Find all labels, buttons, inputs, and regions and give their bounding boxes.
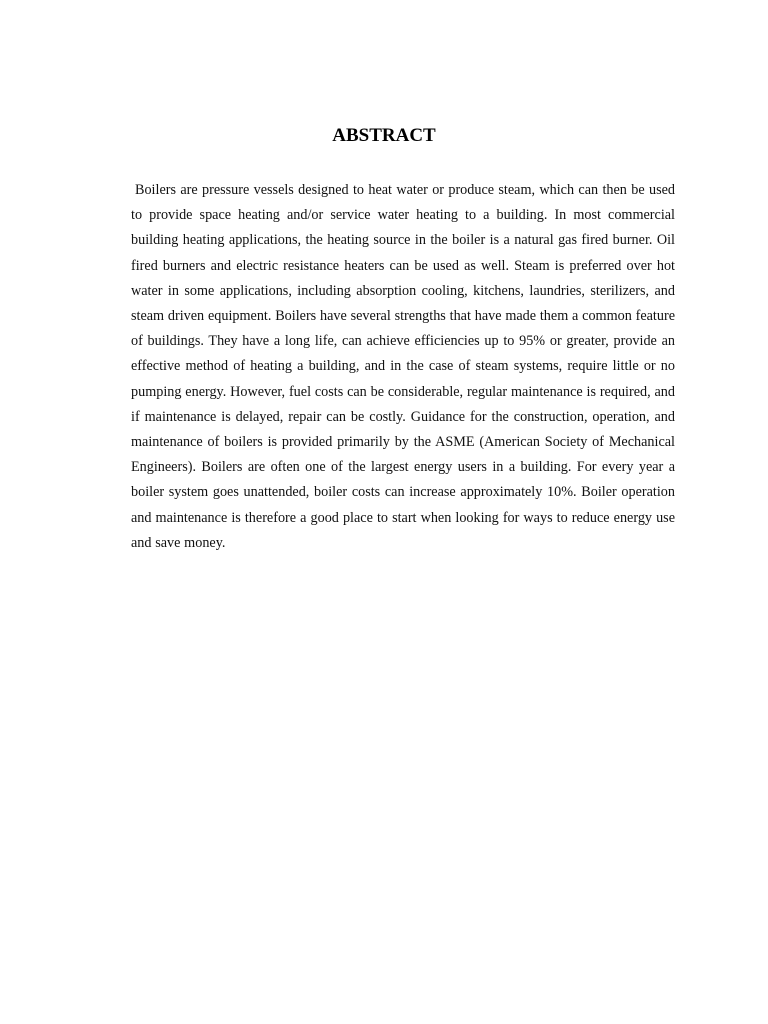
abstract-title: ABSTRACT — [332, 125, 436, 146]
abstract-paragraph: Boilers are pressure vessels designed to heat water or produce steam, which can then be used to provide space heating and/or service water heating to a building. In most commercial building heating applications, the heating source in the boiler is a natural gas fired burner. Oil fired burners and electric resistance heaters can be used as well. Steam is preferred over hot water in some applications, including absorption cooling, kitchens, laundries, sterilizers, and steam driven equipment. Boilers have several strengths that have made them a common feature of buildings. They have a long life, can achieve efficiencies up to 95% or greater, provide an effective method of heating a building, and in the case of steam systems, require little or no pumping energy. However, fuel costs can be considerable, regular maintenance is required, and if maintenance is delayed, repair can be costly. Guidance for the construction, operation, and maintenance of boilers is provided primarily by the ASME (American Society of Mechanical Engineers). Boilers are often one of the largest energy users in a building. For every year a boiler system goes unattended, boiler costs can increase approximately 10%. Boiler operation and maintenance is therefore a good place to start when looking for ways to reduce energy use and save money. — [131, 182, 675, 551]
